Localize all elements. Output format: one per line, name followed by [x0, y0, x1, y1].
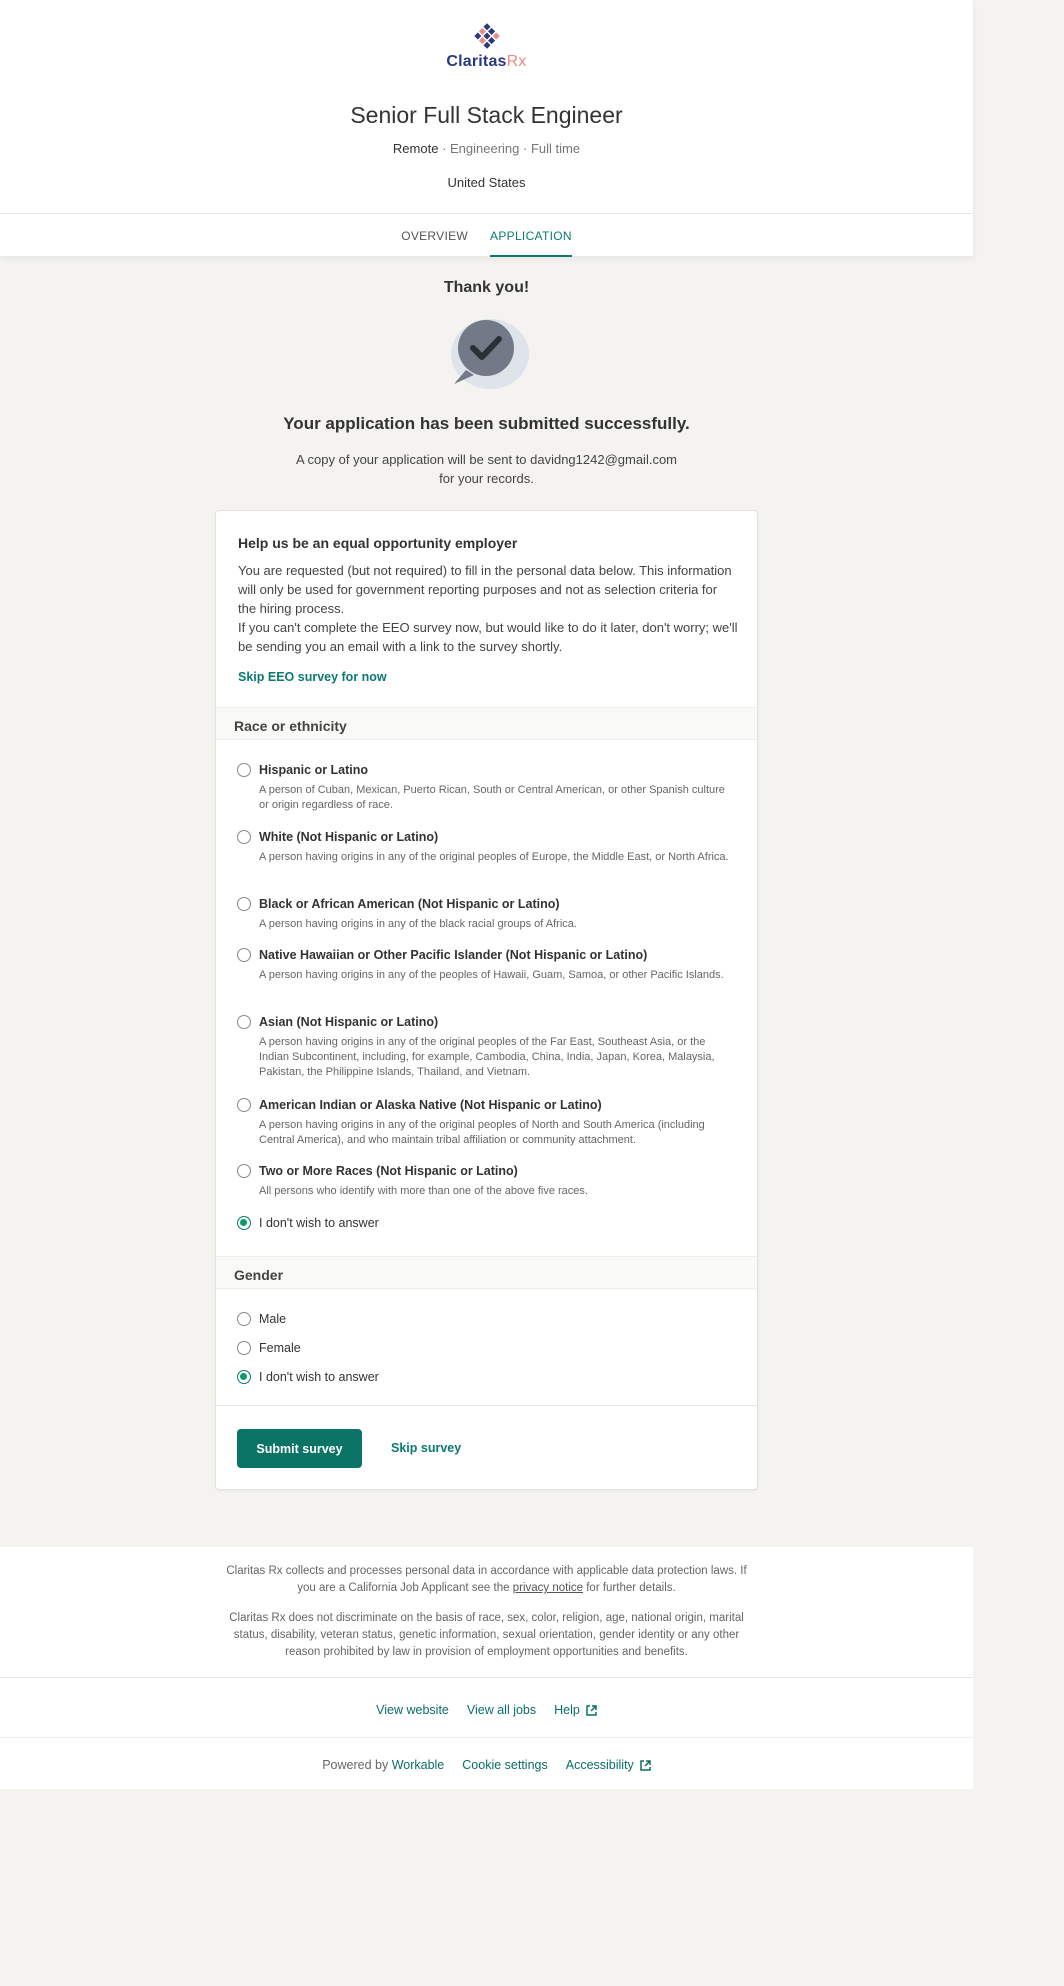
race-option-decline[interactable]: [237, 1216, 737, 1230]
view-website-link[interactable]: [376, 1703, 449, 1717]
race-option-hispanic[interactable]: [237, 763, 737, 813]
workable-link[interactable]: Workable: [391, 1758, 445, 1772]
cookie-settings-link[interactable]: Cookie settings: [462, 1758, 548, 1772]
tab-application[interactable]: APPLICATION: [490, 214, 572, 257]
option-description: A person of Cuban, Mexican, Puerto Rican, South or Central American, or other Spanish culture or origin regardless of race.: [259, 784, 725, 811]
footer-divider: [0, 1737, 973, 1738]
race-option-black[interactable]: [237, 897, 737, 932]
job-header: [0, 0, 973, 256]
race-option-asian[interactable]: [237, 1015, 737, 1080]
option-description: A person having origins in any of the original peoples of the Far East, Southeast Asia, or the Indian Subcontinent, including, for example, Cambodia, China, India, Japan, Korea, Malaysia, Pakistan, the Philippine Islands, Thailand, and Vietnam.: [259, 1036, 715, 1078]
radio-button[interactable]: [237, 1341, 251, 1355]
privacy-notice-link[interactable]: privacy notice: [512, 1582, 584, 1594]
gender-option-male[interactable]: [237, 1312, 737, 1326]
race-section-heading: Race or ethnicity: [216, 707, 757, 740]
privacy-notice-text: [220, 1563, 753, 1597]
option-label: Male: [259, 1312, 287, 1326]
company-logo[interactable]: [0, 22, 973, 71]
radio-button[interactable]: [237, 948, 251, 962]
radio-button[interactable]: [237, 897, 251, 911]
job-title: Senior Full Stack Engineer: [350, 102, 623, 128]
option-label: Asian (Not Hispanic or Latino): [259, 1015, 439, 1029]
job-tabs: [0, 213, 973, 256]
radio-button[interactable]: [237, 1098, 251, 1112]
eeo-description-p1: You are requested (but not required) to fill in the personal data below. This information will only be used for government reporting purposes and not as selection criteria for the hiring process.: [238, 563, 732, 616]
powered-by: [322, 1758, 444, 1772]
radio-button-checked[interactable]: [237, 1370, 251, 1384]
job-meta-details: · Engineering · Full time: [438, 141, 581, 156]
copy-notice-line2: for your records.: [439, 471, 534, 486]
option-label: I don't wish to answer: [259, 1216, 379, 1230]
eeo-title: Help us be an equal opportunity employer: [238, 535, 518, 551]
card-divider: [216, 1405, 757, 1406]
nondiscrimination-text: Claritas Rx does not discriminate on the basis of race, sex, color, religion, age, national origin, marital status, disability, veteran status, genetic information, sexual orientation, gender identity or any other reason prohibited by law in provision of employment opportunities and benefits.: [229, 1612, 744, 1658]
radio-button[interactable]: [237, 830, 251, 844]
job-meta: [0, 141, 973, 156]
eeo-survey-card: [215, 510, 758, 1490]
link-label: Accessibility: [565, 1758, 634, 1772]
race-option-two-or-more[interactable]: [237, 1164, 737, 1199]
checkmark-chat-bubble-icon: [440, 318, 532, 394]
option-label: Hispanic or Latino: [259, 763, 369, 777]
submit-survey-button[interactable]: Submit survey: [237, 1429, 362, 1468]
option-description: A person having origins in any of the peoples of Hawaii, Guam, Samoa, or other Pacific Islands.: [259, 969, 724, 981]
privacy-text-post: for further details.: [583, 1582, 676, 1594]
radio-button-checked[interactable]: [237, 1216, 251, 1230]
thank-you-heading: Thank you!: [443, 279, 530, 296]
help-link[interactable]: [554, 1703, 597, 1717]
option-description: A person having origins in any of the black racial groups of Africa.: [259, 918, 577, 930]
external-link-icon: [640, 1760, 651, 1771]
option-label: Black or African American (Not Hispanic or Latino): [259, 897, 560, 911]
link-label: View all jobs: [466, 1703, 537, 1717]
gender-option-female[interactable]: [237, 1341, 737, 1355]
race-option-white[interactable]: [237, 830, 737, 865]
footer-bottom: [0, 1758, 973, 1772]
workplace-type: Remote: [392, 141, 439, 156]
footer-divider: [0, 1677, 973, 1678]
option-label: I don't wish to answer: [259, 1370, 379, 1384]
view-all-jobs-link[interactable]: [467, 1703, 536, 1717]
success-message: Your application has been submitted successfully.: [283, 414, 690, 433]
option-label: Two or More Races (Not Hispanic or Latino): [259, 1164, 518, 1178]
logo-mark-icon: [472, 22, 502, 50]
job-location: United States: [447, 175, 526, 190]
option-description: A person having origins in any of the original peoples of Europe, the Middle East, or North Africa.: [259, 851, 729, 863]
eeo-description: [238, 561, 738, 656]
link-label: Help: [554, 1703, 580, 1717]
accessibility-link[interactable]: [566, 1758, 651, 1772]
option-description: A person having origins in any of the original peoples of North and South America (including Central America), and who maintain tribal affiliation or community attachment.: [259, 1119, 705, 1146]
eeo-description-p2: If you can't complete the EEO survey now, but would like to do it later, don't worry; we'll be sending you an email with a link to the survey shortly.: [238, 620, 738, 654]
powered-by-label: Powered by: [322, 1758, 389, 1772]
radio-button[interactable]: [237, 1312, 251, 1326]
race-option-american-indian[interactable]: [237, 1098, 737, 1148]
tab-overview[interactable]: OVERVIEW: [401, 229, 469, 243]
option-label: White (Not Hispanic or Latino): [259, 830, 439, 844]
copy-notice-line1: A copy of your application will be sent to davidng1242@gmail.com: [295, 452, 678, 467]
link-label: View website: [376, 1703, 449, 1717]
logo-wordmark: ClaritasRx: [446, 53, 527, 70]
privacy-text-pre: Claritas Rx collects and processes personal data in accordance with applicable data protection laws. If you are a California Job Applicant see the: [226, 1565, 747, 1594]
option-label: Female: [259, 1341, 301, 1355]
radio-button[interactable]: [237, 1164, 251, 1178]
radio-button[interactable]: [237, 1015, 251, 1029]
gender-section-heading: Gender: [216, 1256, 757, 1289]
skip-eeo-link[interactable]: Skip EEO survey for now: [238, 670, 387, 684]
race-option-pacific-islander[interactable]: [237, 948, 737, 983]
skip-survey-link[interactable]: Skip survey: [391, 1441, 462, 1455]
gender-option-decline[interactable]: [237, 1370, 737, 1384]
option-label: American Indian or Alaska Native (Not Hispanic or Latino): [259, 1098, 602, 1112]
option-label: Native Hawaiian or Other Pacific Islander (Not Hispanic or Latino): [259, 948, 648, 962]
copy-notice: [0, 450, 973, 488]
footer: [0, 1547, 973, 1789]
option-description: All persons who identify with more than one of the above five races.: [259, 1185, 588, 1197]
radio-button[interactable]: [237, 763, 251, 777]
footer-links: [0, 1703, 973, 1717]
external-link-icon: [586, 1705, 597, 1716]
